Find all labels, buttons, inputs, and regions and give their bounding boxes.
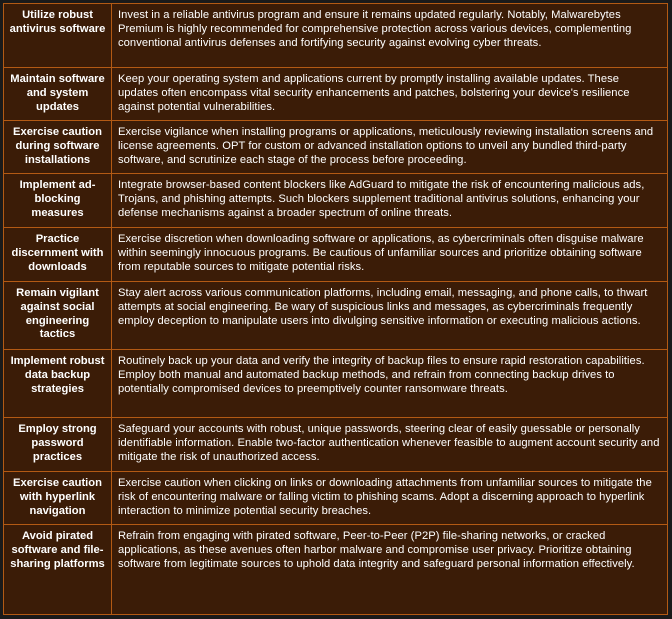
row-description: Exercise vigilance when installing programs or applications, meticulously reviewing installation screens and license agreements. OPT for custom or advanced installation options to unveil any bundled third-party software, and scrutinize each stage of the process before proceeding. <box>118 126 654 166</box>
table-row <box>4 282 667 350</box>
table-row <box>4 121 667 174</box>
row-heading: Remain vigilant against social engineering tactics <box>4 282 112 349</box>
row-heading: Practice discernment with downloads <box>4 228 112 281</box>
row-description: Stay alert across various communication platforms, including email, messaging, and phone calls, to thwart attempts at social engineering. Be wary of suspicious links and messages, as cybercriminals frequently employ deception to manipulate users into divulging sensitive information or executing malicious actions. <box>118 287 648 327</box>
row-heading: Avoid pirated software and file-sharing platforms <box>4 525 112 614</box>
row-heading: Implement robust data backup strategies <box>4 350 112 417</box>
table-row <box>4 472 667 525</box>
table-row <box>4 68 667 121</box>
table-row <box>4 174 667 228</box>
row-description: Refrain from engaging with pirated software, Peer-to-Peer (P2P) file-sharing networks, or cracked applications, as these avenues often harbor malware and compromise user privacy. Prioritize obtaining software from legitimate sources to uphold data integrity and safeguard personal information effectively. <box>118 530 635 570</box>
table-row <box>4 228 667 282</box>
security-tips-table <box>3 3 668 615</box>
row-heading: Exercise caution with hyperlink navigation <box>4 472 112 524</box>
row-heading: Employ strong password practices <box>4 418 112 471</box>
row-description: Keep your operating system and applications current by promptly installing available updates. These updates often encompass vital security enhancements and patches, bolstering your device's resilience against potential vulnerabilities. <box>118 73 630 113</box>
row-description: Exercise discretion when downloading software or applications, as cybercriminals often disguise malware within seemingly innocuous programs. Be cautious of unfamiliar sources and prioritize obtaining software from reputable sources to mitigate potential risks. <box>118 233 644 273</box>
row-description: Invest in a reliable antivirus program and ensure it remains updated regularly. Notably, Malwarebytes Premium is highly recommended for comprehensive protection across various devices, complementing conventional antivirus defenses and fortifying security against evolving cyber threats. <box>118 9 632 49</box>
table-row <box>4 350 667 418</box>
table-row <box>4 525 667 614</box>
row-heading: Implement ad-blocking measures <box>4 174 112 227</box>
row-heading: Utilize robust antivirus software <box>4 4 112 67</box>
row-description: Safeguard your accounts with robust, unique passwords, steering clear of easily guessable or personally identifiable information. Enable two-factor authentication whenever feasible to augment account security and mitigate the risk of unauthorized access. <box>118 423 660 463</box>
row-heading: Exercise caution during software installations <box>4 121 112 173</box>
table-row <box>4 4 667 68</box>
row-description: Integrate browser-based content blockers like AdGuard to mitigate the risk of encountering malicious ads, Trojans, and phishing attempts. Such blockers supplement traditional antivirus solutions, enhancing your defense mechanisms against a broader spectrum of online threats. <box>118 179 645 219</box>
table-row <box>4 418 667 472</box>
row-description: Routinely back up your data and verify the integrity of backup files to ensure rapid restoration capabilities. Employ both manual and automated backup methods, and refrain from connecting backup drives to potentially compromised devices to preemptively counter ransomware threats. <box>118 355 645 395</box>
row-description: Exercise caution when clicking on links or downloading attachments from unfamiliar sources to mitigate the risk of encountering malware or falling victim to phishing scams. Adopt a discerning approach to hyperlink interaction to minimize potential security breaches. <box>118 477 652 517</box>
row-heading: Maintain software and system updates <box>4 68 112 120</box>
